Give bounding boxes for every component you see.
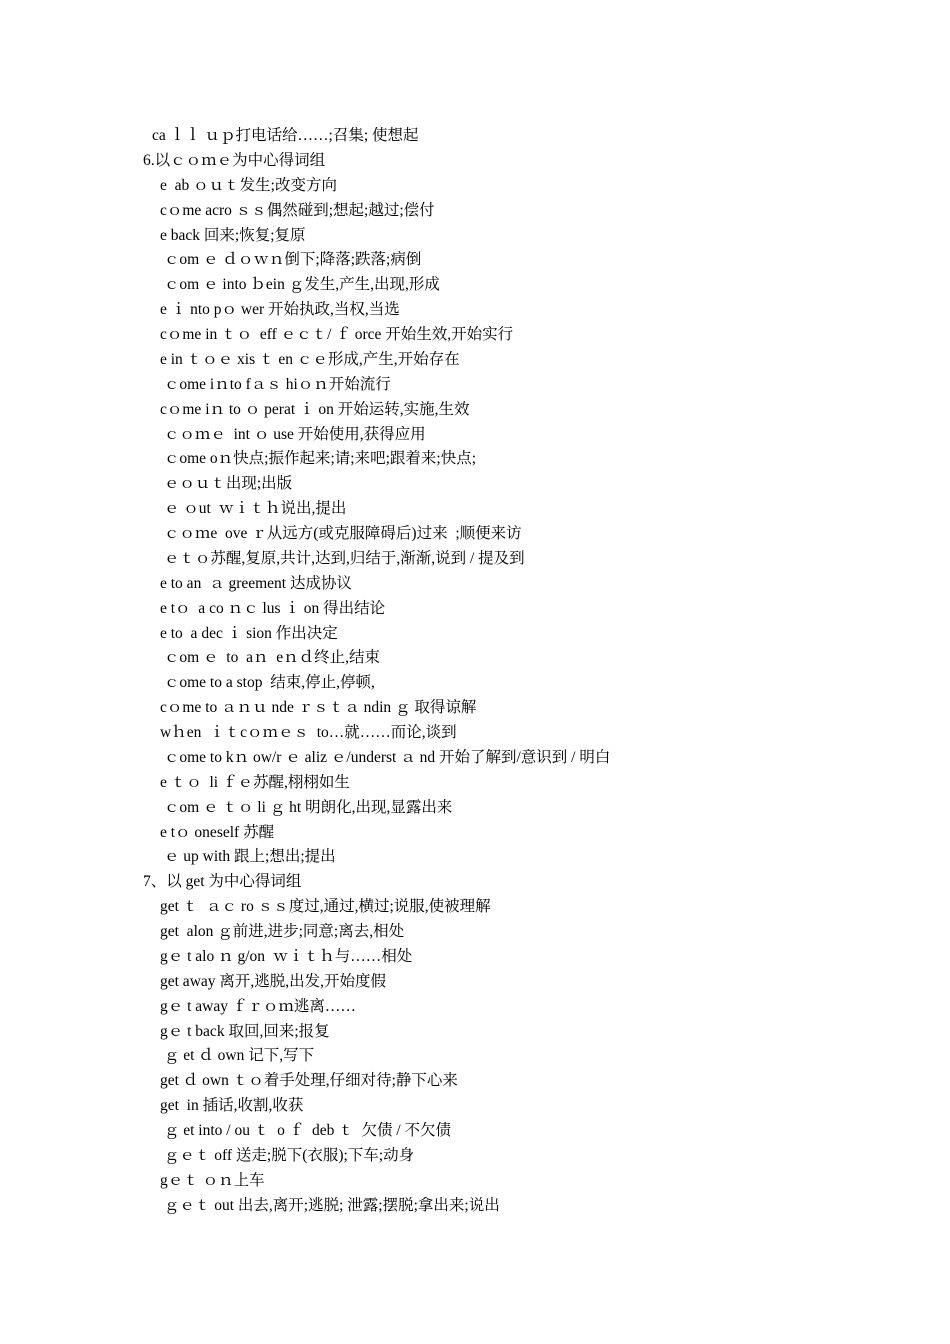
phrase-line: e back 回来;恢复;复原 xyxy=(160,226,306,244)
phrase-line: cｏme to ａｎｕ nde ｒｓｔａ ndin ｇ 取得谅解 xyxy=(160,699,477,717)
phrase-line: cｏme acro ｓｓ偶然碰到;想起;越过;偿付 xyxy=(160,201,435,219)
phrase-line: get ｄ own ｔｏ着手处理,仔细对待;静下心来 xyxy=(160,1072,458,1090)
phrase-line: ｇ et ｄ own 记下,写下 xyxy=(160,1047,315,1065)
phrase-line: cｏme iｎ to ｏ perat ｉ on 开始运转,实施,生效 xyxy=(160,400,470,418)
phrase-line: ｃom ｅ ｔｏ li ｇ ht 明朗化,出现,显露出来 xyxy=(160,798,453,816)
phrase-line: get away 离开,逃脱,出发,开始度假 xyxy=(160,972,387,990)
phrase-line: ｅ up with 跟上;想出;提出 xyxy=(160,848,336,866)
phrase-line: ｃom ｅ to aｎ eｎｄ终止,结束 xyxy=(160,649,380,667)
section-heading-get: 7、以 get 为中心得词组 xyxy=(143,873,302,891)
phrase-line: ｃome oｎ快点;振作起来;请;来吧;跟着来;快点; xyxy=(160,450,477,468)
phrase-line: get ｔ ａｃ ro ｓｓ度过,通过,横过;说服,使被理解 xyxy=(160,898,491,916)
phrase-line: e to a dec ｉ sion 作出决定 xyxy=(160,624,338,642)
phrase-line: ｇ et into / ou ｔ o ｆ deb ｔ 欠债 / 不欠债 xyxy=(160,1122,452,1139)
phrase-line: ｃｏｍｅ int ｏ use 开始使用,获得应用 xyxy=(160,425,426,443)
phrase-line: e ｉ nto pｏ wer 开始执政,当权,当选 xyxy=(160,301,400,319)
phrase-line: ｃom ｅ ｄｏｗｎ倒下;降落;跌落;病倒 xyxy=(160,251,422,269)
phrase-line: ｅｔｏ苏醒,复原,共计,达到,归结于,渐渐,说到 / 提及到 xyxy=(160,549,525,567)
phrase-line: e to an ａ greement 达成协议 xyxy=(160,574,352,592)
phrase-line: gｅｔ ｏｎ上车 xyxy=(160,1171,265,1189)
phrase-line: ｇｅｔ off 送走;脱下(衣服);下车;动身 xyxy=(160,1146,415,1164)
phrase-line: ｃome to a stop 结束,停止,停顿, xyxy=(160,674,375,692)
phrase-line: ｃome to kｎ ow/r ｅ aliz ｅ/underst ａ nd 开始了解到/意识到 / 明白 xyxy=(160,748,611,766)
phrase-line: e ab ｏｕｔ发生;改变方向 xyxy=(160,176,337,194)
section-heading-come: 6.以ｃｏｍｅ为中心得词组 xyxy=(143,151,326,169)
phrase-line: gｅ t alo ｎ g/on ｗｉｔｈ与……相处 xyxy=(160,947,413,965)
phrase-line: ｃom ｅ into ｂein ｇ发生,产生,出现,形成 xyxy=(160,276,440,294)
phrase-line: cｏme in ｔｏ eff ｅｃｔ/ ｆ orce 开始生效,开始实行 xyxy=(160,326,514,343)
phrase-line: e tｏ a co ｎｃ lus ｉ on 得出结论 xyxy=(160,599,386,617)
phrase-line: e tｏ oneself 苏醒 xyxy=(160,823,275,841)
phrase-line: ｇｅｔ out 出去,离开;逃脱; 泄露;摆脱;拿出来;说出 xyxy=(160,1196,500,1214)
phrase-line: e ｔｏ li ｆｅ苏醒,栩栩如生 xyxy=(160,773,350,791)
phrase-line: get in 插话,收割,收获 xyxy=(160,1097,304,1115)
phrase-line: gｅ t back 取回,回来;报复 xyxy=(160,1022,330,1040)
phrase-line: ｅｏｕｔ出现;出版 xyxy=(160,475,293,493)
phrase-line: ca ｌｌ ｕｐ打电话给……;召集; 使想起 xyxy=(152,127,419,144)
phrase-line: get alon ｇ前进,进步;同意;离去,相处 xyxy=(160,923,405,940)
phrase-line: e in ｔｏｅ xis ｔ en ｃｅ形成,产生,开始存在 xyxy=(160,350,460,368)
phrase-line: ｅ ｏut ｗｉｔｈ说出,提出 xyxy=(160,500,347,518)
phrase-line: gｅ t away ｆｒｏｍ逃离…… xyxy=(160,997,356,1015)
phrase-list xyxy=(0,124,950,1219)
phrase-line: ｃome iｎto fａｓ hiｏｎ开始流行 xyxy=(160,375,391,393)
phrase-line: wｈen ｉｔcｏｍｅｓ to…就……而论,谈到 xyxy=(160,724,457,741)
phrase-line: ｃｏｍe ove ｒ从远方(或克服障碍后)过来 ;顺便来访 xyxy=(160,525,522,542)
